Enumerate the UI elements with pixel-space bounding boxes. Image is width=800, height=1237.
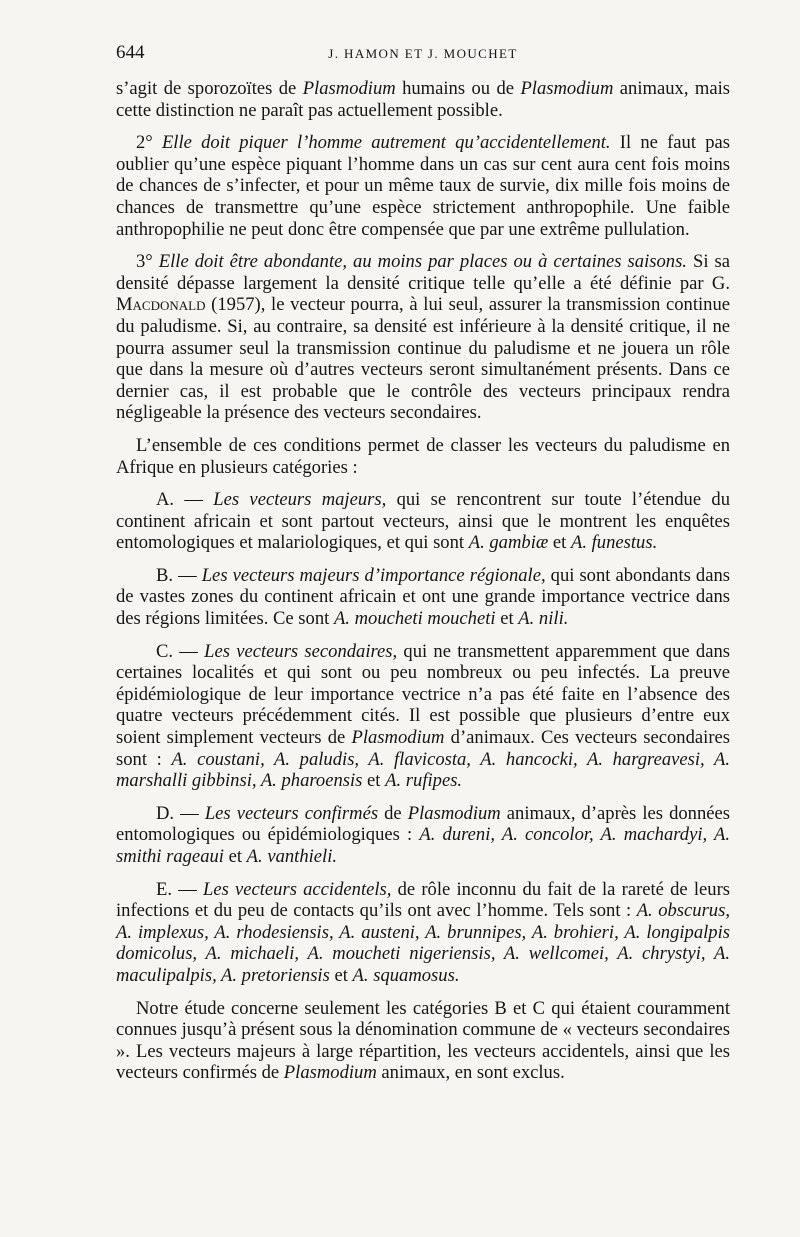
paragraph-continuation: s’agit de sporozoïtes de Plasmodium humains ou de Plasmodium animaux, mais cette distinction ne paraît pas actuellement possible.	[116, 78, 730, 121]
category-e: E. — Les vecteurs accidentels, de rôle inconnu du fait de la rareté de leurs infections et du peu de contacts qu’ils ont avec l’homme. Tels sont : A. obscurus, A. implexus, A. rhodesiensis, A. austeni, A. brunnipes, A. brohieri, A. longipalpis domicolus, A. michaeli, A. moucheti nigeriensis, A. wellcomei, A. chrystyi, A. maculipalpis, A. pretoriensis et A. squamosus.	[116, 878, 730, 986]
paragraph-condition-3: 3° Elle doit être abondante, au moins par places ou à certaines saisons. Si sa densité dépasse largement la densité critique telle qu’elle a été définie par G. Macdonald (1957), le vecteur pourra, à lui seul, assurer la transmission continue du paludisme. Si, au contraire, sa densité est inférieure à la densité critique, il ne pourra assumer seul la transmission continue du paludisme et ne jouera un rôle que dans la mesure où d’autres vecteurs seront simultanément présents. Dans ce dernier cas, il est probable que le contrôle des vecteurs principaux rendra négligeable la présence des vecteurs secondaires.	[116, 251, 730, 424]
category-b: B. — Les vecteurs majeurs d’importance régionale, qui sont abondants dans de vastes zones du continent africain et ont une grande importance vectrice dans des régions limitées. Ce sont A. moucheti moucheti et A. nili.	[116, 564, 730, 630]
category-a: A. — Les vecteurs majeurs, qui se rencontrent sur toute l’étendue du continent africain et sont partout vecteurs, ainsi que le montrent les enquêtes entomologiques et malariologiques, et qui sont A. gambiæ et A. funestus.	[116, 489, 731, 554]
body-text	[116, 78, 730, 1084]
paragraph-study-scope: Notre étude concerne seulement les catégories B et C qui étaient couramment connues jusqu’à présent sous la dénomination commune de « vecteurs secondaires ». Les vecteurs majeurs à large répartition, les vecteurs accidentels, ainsi que les vecteurs confirmés de Plasmodium animaux, en sont exclus.	[116, 997, 730, 1084]
running-head: J. HAMON ET J. MOUCHET	[328, 46, 518, 61]
category-d: D. — Les vecteurs confirmés de Plasmodium animaux, d’après les données entomologiques ou épidémiologiques : A. dureni, A. concolor, A. machardyi, A. smithi rageaui et A. vanthieli.	[116, 802, 730, 867]
page-number: 644	[116, 42, 145, 63]
paragraph-condition-2: 2° Elle doit piquer l’homme autrement qu’accidentellement. Il ne faut pas oublier qu’une espèce piquant l’homme dans un cas sur cent aura cent fois moins de chances de s’infecter, et pour un même taux de survie, dix mille fois moins de chances de transmettre qu’une espèce strictement anthropophile. Une faible anthropophilie ne peut donc être compensée que par une extrême pullulation.	[116, 132, 730, 240]
category-c: C. — Les vecteurs secondaires, qui ne transmettent apparemment que dans certaines localités et qui sont ou peu nombreux ou peu infectés. La preuve épidémiologique de leur importance vectrice n’a pas été faite en l’absence des quatre vecteurs précédemment cités. Il est possible que plusieurs d’entre eux soient simplement vecteurs de Plasmodium d’animaux. Ces vecteurs secondaires sont : A. coustani, A. paludis, A. flavicosta, A. hancocki, A. hargreavesi, A. marshalli gibbinsi, A. pharoensis et A. rufipes.	[116, 640, 730, 792]
page-header	[116, 42, 730, 66]
paragraph-classification-intro: L’ensemble de ces conditions permet de classer les vecteurs du paludisme en Afrique en plusieurs catégories :	[116, 434, 730, 478]
